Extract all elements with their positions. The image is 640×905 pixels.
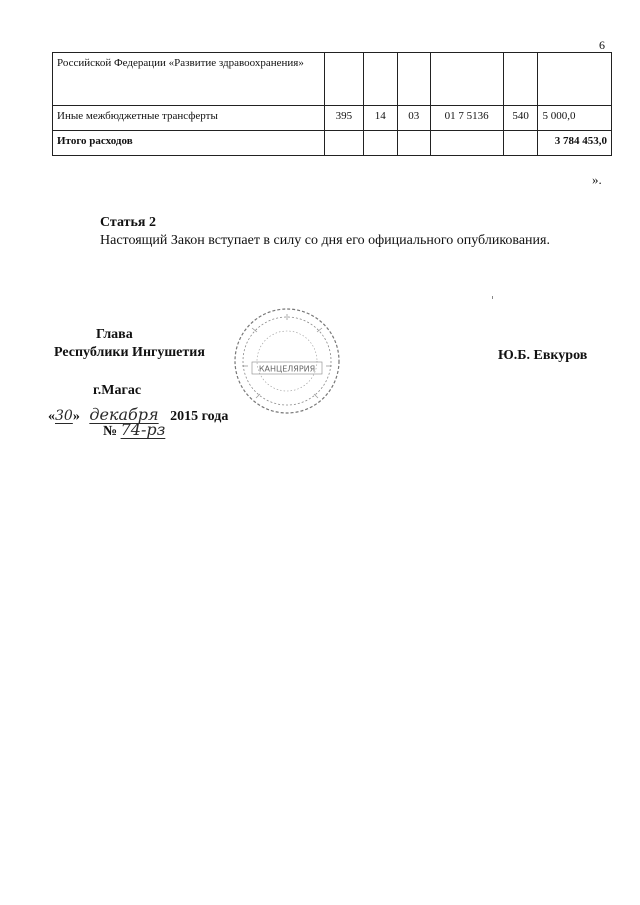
expense-type-cell	[503, 131, 538, 156]
law-number	[103, 420, 165, 440]
subsection-cell	[398, 131, 431, 156]
closing-quote-mark: ».	[592, 172, 602, 187]
table-total-row	[53, 131, 612, 156]
grbs-cell	[325, 53, 363, 106]
article-title: Статья 2	[100, 215, 156, 230]
expense-type-cell	[503, 53, 538, 106]
total-sum-cell: 3 784 453,0	[538, 131, 612, 156]
table-row	[53, 53, 612, 106]
signing-city: г.Магас	[93, 383, 142, 398]
grbs-cell	[325, 131, 363, 156]
date-quote-open: «	[48, 409, 55, 424]
section-cell	[363, 53, 397, 106]
target-article-cell: 01 7 5136	[430, 106, 503, 131]
subsection-cell: 03	[398, 106, 431, 131]
date-month-handwritten: декабря	[89, 405, 159, 424]
seal-center-text: КАНЦЕЛЯРИЯ	[258, 364, 316, 374]
date-day-handwritten: 30	[55, 408, 73, 424]
page-number: 6	[599, 38, 605, 52]
signatory-name: Ю.Б. Евкуров	[498, 348, 588, 363]
scan-artifact	[492, 296, 493, 299]
budget-table	[52, 52, 612, 156]
grbs-cell: 395	[325, 106, 363, 131]
row-name-cell: Итого расходов	[53, 131, 325, 156]
article-text: Настоящий Закон вступает в силу со дня его официального опубликования.	[100, 233, 550, 248]
sum-cell: 5 000,0	[538, 106, 612, 131]
target-article-cell	[430, 53, 503, 106]
subsection-cell	[398, 53, 431, 106]
signatory-region: Республики Ингушетия	[54, 345, 205, 360]
date-quote-close: »	[72, 409, 80, 424]
number-value-handwritten: 74-рз	[120, 420, 166, 439]
section-cell	[363, 131, 397, 156]
sum-cell	[538, 53, 612, 106]
number-label: №	[103, 424, 118, 439]
date-year: 2015 года	[170, 409, 229, 424]
row-name-cell: Иные межбюджетные трансферты	[53, 106, 325, 131]
target-article-cell	[430, 131, 503, 156]
signatory-title: Глава	[96, 327, 133, 342]
row-name-cell: Российской Федерации «Развитие здравоохранения»	[53, 53, 325, 106]
official-seal	[232, 306, 342, 416]
expense-type-cell: 540	[503, 106, 538, 131]
table-row	[53, 106, 612, 131]
section-cell: 14	[363, 106, 397, 131]
